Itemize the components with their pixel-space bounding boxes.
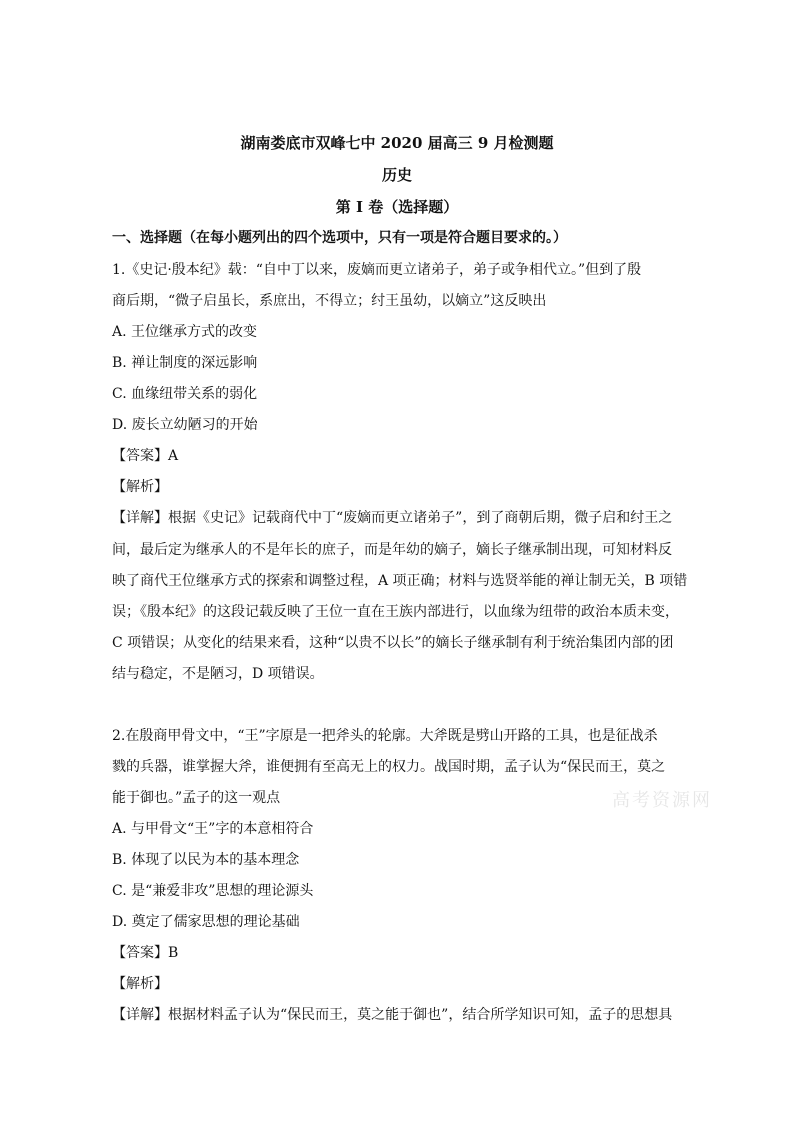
q2-stem-line-2: 戮的兵器，谁掌握大斧，谁便拥有至高无上的权力。战国时期，孟子认为“保民而王，莫之 — [112, 759, 666, 775]
q1-detail-line-1: 【详解】根据《史记》记载商代中丁“废嫡而更立诸弟子”，到了商朝后期，微子启和纣王之 — [112, 510, 673, 526]
q1-detail-line-5: C 项错误；从变化的结果来看，这种“以贵不以长”的嫡长子继承制有利于统治集团内部的团 — [112, 635, 674, 651]
q2-option-d: D. 奠定了儒家思想的理论基础 — [112, 914, 300, 930]
exam-title: 湖南娄底市双峰七中 2020 届高三 9 月检测题 — [240, 134, 554, 152]
q2-analysis-label: 【解析】 — [112, 976, 168, 992]
q2-detail-line-1: 【详解】根据材料孟子认为“保民而王，莫之能于御也”，结合所学知识可知，孟子的思想具 — [112, 1007, 673, 1023]
subject-title: 历史 — [381, 166, 412, 184]
q1-option-c: C. 血缘纽带关系的弱化 — [112, 386, 258, 402]
q1-stem-line-2: 商后期，“微子启虽长，系庶出，不得立；纣王虽幼，以嫡立”这反映出 — [112, 293, 547, 309]
watermark: 高考资源网 — [612, 790, 712, 811]
q1-detail-line-3: 映了商代王位继承方式的探索和调整过程，A 项正确；材料与选贤举能的禅让制无关，B 项错 — [112, 573, 688, 589]
q2-option-a: A. 与甲骨文“王”字的本意相符合 — [112, 821, 314, 837]
section-heading: 一、选择题（在每小题列出的四个选项中，只有一项是符合题目要求的。） — [112, 230, 567, 246]
q1-detail-line-4: 误；《殷本纪》的这段记载反映了王位一直在王族内部进行，以血缘为纽带的政治本质未变， — [112, 604, 679, 620]
q1-option-b: B. 禅让制度的深远影响 — [112, 355, 258, 371]
q2-option-c: C. 是“兼爱非攻”思想的理论源头 — [112, 883, 314, 899]
q2-option-b: B. 体现了以民为本的基本理念 — [112, 852, 300, 868]
q2-answer: 【答案】B — [112, 945, 179, 961]
q1-answer: 【答案】A — [112, 448, 179, 464]
q1-detail-line-6: 结与稳定，不是陋习，D 项错误。 — [112, 666, 324, 682]
q1-analysis-label: 【解析】 — [112, 479, 168, 495]
q1-stem-line-1: 1.《史记·殷本纪》载：“自中丁以来，废嫡而更立诸弟子，弟子或争相代立。”但到了殷 — [112, 262, 642, 278]
q1-option-a: A. 王位继承方式的改变 — [112, 324, 258, 340]
q2-stem-line-3: 能于御也。”孟子的这一观点 — [112, 790, 281, 806]
q1-option-d: D. 废长立幼陋习的开始 — [112, 417, 258, 433]
q2-stem-line-1: 2.在殷商甲骨文中，“王”字原是一把斧头的轮廓。大斧既是劈山开路的工具，也是征战杀 — [112, 728, 658, 744]
q1-detail-line-2: 间，最后定为继承人的不是年长的庶子，而是年幼的嫡子，嫡长子继承制出现，可知材料反 — [112, 542, 672, 558]
volume-title: 第 I 卷（选择题） — [335, 198, 459, 216]
